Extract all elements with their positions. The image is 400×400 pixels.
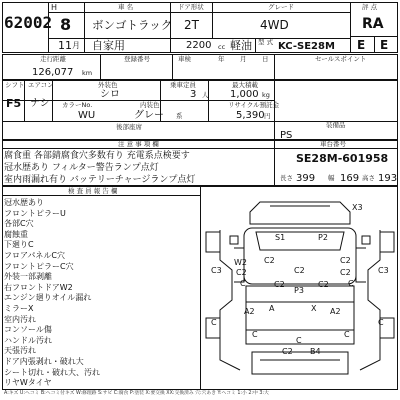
registration-label: 登録番号	[124, 55, 150, 63]
mileage-col-2	[172, 54, 173, 80]
usage-value: 自家用	[92, 39, 125, 52]
mark-c2-left-mid: C2	[236, 268, 247, 277]
mark-c-bottom-left: C	[252, 330, 258, 339]
inspector-comment-line: ハンドル汚れ	[4, 335, 52, 345]
doors-label: ドア形状	[178, 3, 204, 11]
specs-frame	[2, 80, 398, 140]
inspection-label: 車検	[178, 55, 191, 63]
mileage-col-3	[274, 54, 275, 80]
lot-number: 62002	[4, 13, 53, 32]
header-col-fuel	[255, 38, 256, 53]
seats-label: 乗車定員	[170, 81, 196, 89]
chassis-label: 車台番号	[320, 140, 346, 148]
inspector-comment-line: 室内汚れ	[4, 314, 36, 324]
rear-label: 後部座席	[116, 123, 142, 131]
mark-c3-left: C3	[211, 266, 222, 275]
chassis-number: SE28M-601958	[296, 152, 389, 165]
mark-s1: S1	[275, 233, 286, 242]
fuel-value: 軽油	[230, 39, 252, 52]
grade-value: 4WD	[260, 18, 289, 32]
mark-a2-left: A2	[244, 307, 255, 316]
inspector-comment-line: フロントピラーU	[4, 208, 66, 218]
color-no-label: カラーNo.	[62, 101, 93, 109]
header-col-doors	[212, 2, 213, 38]
inspector-header-divider	[2, 195, 200, 196]
mark-c-left-bottom: C	[211, 318, 217, 327]
year-value: 8	[60, 15, 72, 34]
notes-col-divider	[274, 140, 275, 186]
mark-c3-right: C3	[378, 266, 389, 275]
inspector-comment-line: 天張汚れ	[4, 346, 36, 356]
recycle-unit: 円	[264, 112, 271, 120]
car-name: ボンゴトラック	[92, 18, 173, 32]
model-value: KC-SE28M	[278, 41, 335, 52]
color-value: シロ	[100, 89, 120, 100]
ac-label: エアコン	[28, 81, 54, 89]
notes-section-label: 注 意 事 項 欄	[118, 140, 159, 148]
mark-c-right: C	[348, 279, 354, 288]
interior-color-value: グレー	[134, 110, 164, 121]
mileage-unit: km	[82, 69, 93, 77]
notes-header-divider	[2, 148, 398, 149]
inspector-comment-line: 右フロントドアW2	[4, 282, 73, 292]
load-value: 1,000	[230, 89, 259, 100]
specs-col-right	[274, 80, 275, 140]
inspector-comment-line: コンソール傷	[4, 325, 52, 335]
seats-unit: 人	[202, 91, 209, 99]
score-value: RA	[362, 16, 384, 32]
exterior-score: E	[380, 38, 389, 52]
sales-point-label: セールスポイント	[315, 55, 367, 63]
grade-label: グレード	[268, 3, 294, 11]
shift-label: シフト	[5, 81, 25, 89]
seats-value: 3	[190, 89, 197, 100]
inspection-day-unit: 日	[262, 55, 269, 63]
inspector-comment-line: リヤWタイヤ	[4, 378, 52, 388]
specs-col-seats	[208, 80, 209, 121]
mark-p2: P2	[318, 233, 328, 242]
mark-a-top: A	[269, 304, 275, 313]
recycle-label: リサイクル預託金	[228, 101, 280, 109]
load-unit: kg	[262, 91, 270, 99]
mark-c2-bottom: C2	[282, 347, 293, 356]
equipment-label: 装備品	[326, 121, 346, 129]
mark-c-left: C	[240, 279, 246, 288]
note-line-2: 冠水歴あり フィルター警告ランプ点灯	[4, 163, 159, 173]
equipment-value: PS	[280, 130, 293, 141]
score-label: 評 点	[362, 3, 378, 11]
score-mid-divider	[374, 36, 375, 53]
interior-score: E	[357, 38, 366, 52]
length-label: 長さ	[280, 174, 293, 182]
interior-color-label: 内装色	[140, 101, 160, 109]
note-line-3: 室内雨漏れ有り バッテリーチャージランプ点灯	[4, 175, 196, 185]
mark-c2-center: C2	[294, 266, 305, 275]
displacement-value: 2200	[186, 40, 212, 51]
mark-c2-right-mid: C2	[340, 268, 351, 277]
height-label: 高さ	[362, 174, 375, 182]
mark-a2-right: A2	[330, 307, 341, 316]
inspector-comment-line: 各部C穴	[4, 219, 34, 229]
mark-x3: X3	[352, 203, 363, 212]
inspector-comment-line: 下廻りC	[4, 240, 34, 250]
header-col-score	[350, 2, 351, 53]
mark-c-right-bottom: C	[378, 318, 384, 327]
mileage-label: 走行距離	[40, 55, 66, 63]
damage-legend: A:キズ U:ヘコミ B:ヘコミ付キズ W:修理跡 S:サビ C:腐食 P:塗装 X:要交換 XX:交換済み 穴:穴あき Y:ヘコミ 1:小 2:中 3:大	[4, 391, 269, 396]
inspector-comment-line: フロアパネルC穴	[4, 251, 65, 260]
month-unit: 月	[72, 41, 80, 50]
mark-c2-left: C2	[264, 256, 275, 265]
height-value: 193	[378, 173, 398, 184]
header-row-divider	[48, 12, 350, 13]
width-label: 幅	[328, 174, 335, 182]
inspector-comment-line: 外装一部剥離	[4, 272, 52, 282]
displacement-unit: cc	[218, 43, 226, 51]
inspector-comment-line: シート切れ・破れ大、汚れ	[4, 367, 100, 377]
load-label: 最大積載	[232, 81, 258, 89]
inspector-comment-line: 腐蝕重	[4, 229, 28, 239]
inspector-comment-line: 冠水歴あり	[4, 198, 44, 207]
inspector-comment-line: エンジン廻りオイル漏れ	[4, 293, 92, 303]
mileage-col-1	[100, 54, 101, 80]
length-value: 399	[296, 173, 316, 184]
car-name-label: 車 名	[118, 3, 134, 11]
inspection-month-unit: 月	[240, 55, 247, 63]
inspector-comment-line: ドア内張剥れ・破れ大	[4, 357, 84, 366]
doors-value: 2T	[184, 18, 199, 32]
mark-c2-right: C2	[340, 256, 351, 265]
inspection-year-unit: 年	[218, 55, 225, 63]
inspector-comment-line: フロントピラーC穴	[4, 261, 74, 271]
mark-c-bottom: C	[296, 336, 302, 345]
mark-w2: W2	[234, 258, 247, 267]
mark-b4-bottom: B4	[310, 347, 321, 356]
model-label: 型 式	[258, 38, 274, 46]
year-era: H	[51, 3, 58, 12]
mark-c2-right-low: C2	[318, 280, 329, 289]
interior-color-unit: 系	[176, 112, 183, 120]
header-col-year	[84, 2, 85, 53]
mark-c2-left-low: C2	[274, 280, 285, 289]
color-no-value: WU	[78, 110, 96, 121]
inspector-comment-line: ミラーX	[4, 304, 34, 313]
mark-p3: P3	[294, 286, 304, 295]
mileage-value: 126,077	[32, 67, 74, 78]
inspector-section-label: 検 査 員 報 告 欄	[68, 187, 118, 195]
recycle-value: 5,390	[236, 110, 265, 121]
month-value: 11	[58, 39, 72, 52]
width-value: 169	[340, 173, 360, 184]
shift-value: F5	[6, 97, 22, 110]
mark-c-bottom-right: C	[344, 330, 350, 339]
ac-value: ナシ	[30, 98, 50, 109]
mark-x-right: X	[311, 304, 317, 313]
color-label: 外装色	[98, 81, 118, 89]
note-line-1: 腐食重 各部錆腐食穴多数有り 充電系点検要す	[4, 151, 190, 161]
